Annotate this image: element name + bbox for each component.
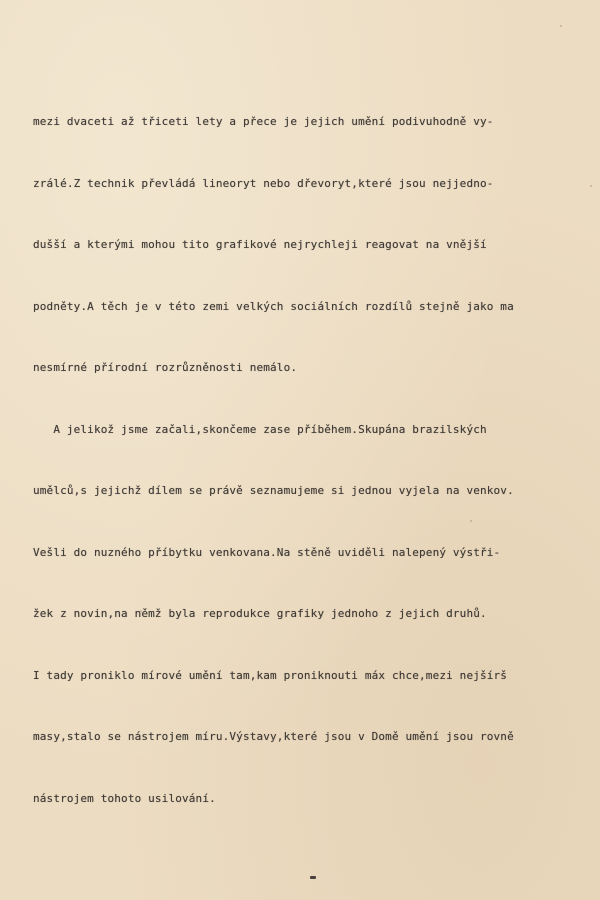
text-line: I tady proniklo mírové umění tam,kam proniknouti máx chce,mezi nejšírš (33, 668, 508, 682)
text-line: dušší a kterými mohou tito grafikové nejrychleji reagovat na vnější (33, 238, 487, 251)
paper-speck (140, 610, 142, 612)
text-line: nástrojem tohoto usilování. (33, 791, 216, 805)
paragraph-start-line: A jelikož jsme začali,skončeme zase příběhem.Skupána brazilských (33, 422, 487, 436)
text-line: mezi dvaceti až třiceti lety a přece je jejich umění podivuhodně vy- (33, 115, 494, 128)
bottom-ink-mark (310, 876, 316, 879)
text-line: nesmírné přírodní rozrůzněnosti nemálo. (33, 361, 298, 374)
text-line: podněty.A těch je v této zemi velkých sociálních rozdílů stejně jako ma (33, 299, 514, 313)
paper-speck (470, 520, 472, 522)
text-line: žek z novin,na němž byla reprodukce grafiky jednoho z jejich druhů. (33, 607, 487, 620)
text-line: Vešli do nuzného příbytku venkovana.Na stěně uviděli nalepený výstři- (33, 545, 501, 559)
paper-speck (560, 25, 562, 27)
text-line: masy,stalo se nástrojem míru.Výstavy,které jsou v Domě umění jsou rovně (33, 730, 514, 743)
text-line: umělců,s jejichž dílem se právě seznamujeme si jednou vyjela na venkov. (33, 484, 514, 497)
document-body (33, 71, 600, 850)
text-line: zrálé.Z technik převládá lineoryt nebo dřevoryt,které jsou nejjedno- (33, 176, 494, 190)
paper-speck (590, 185, 592, 187)
